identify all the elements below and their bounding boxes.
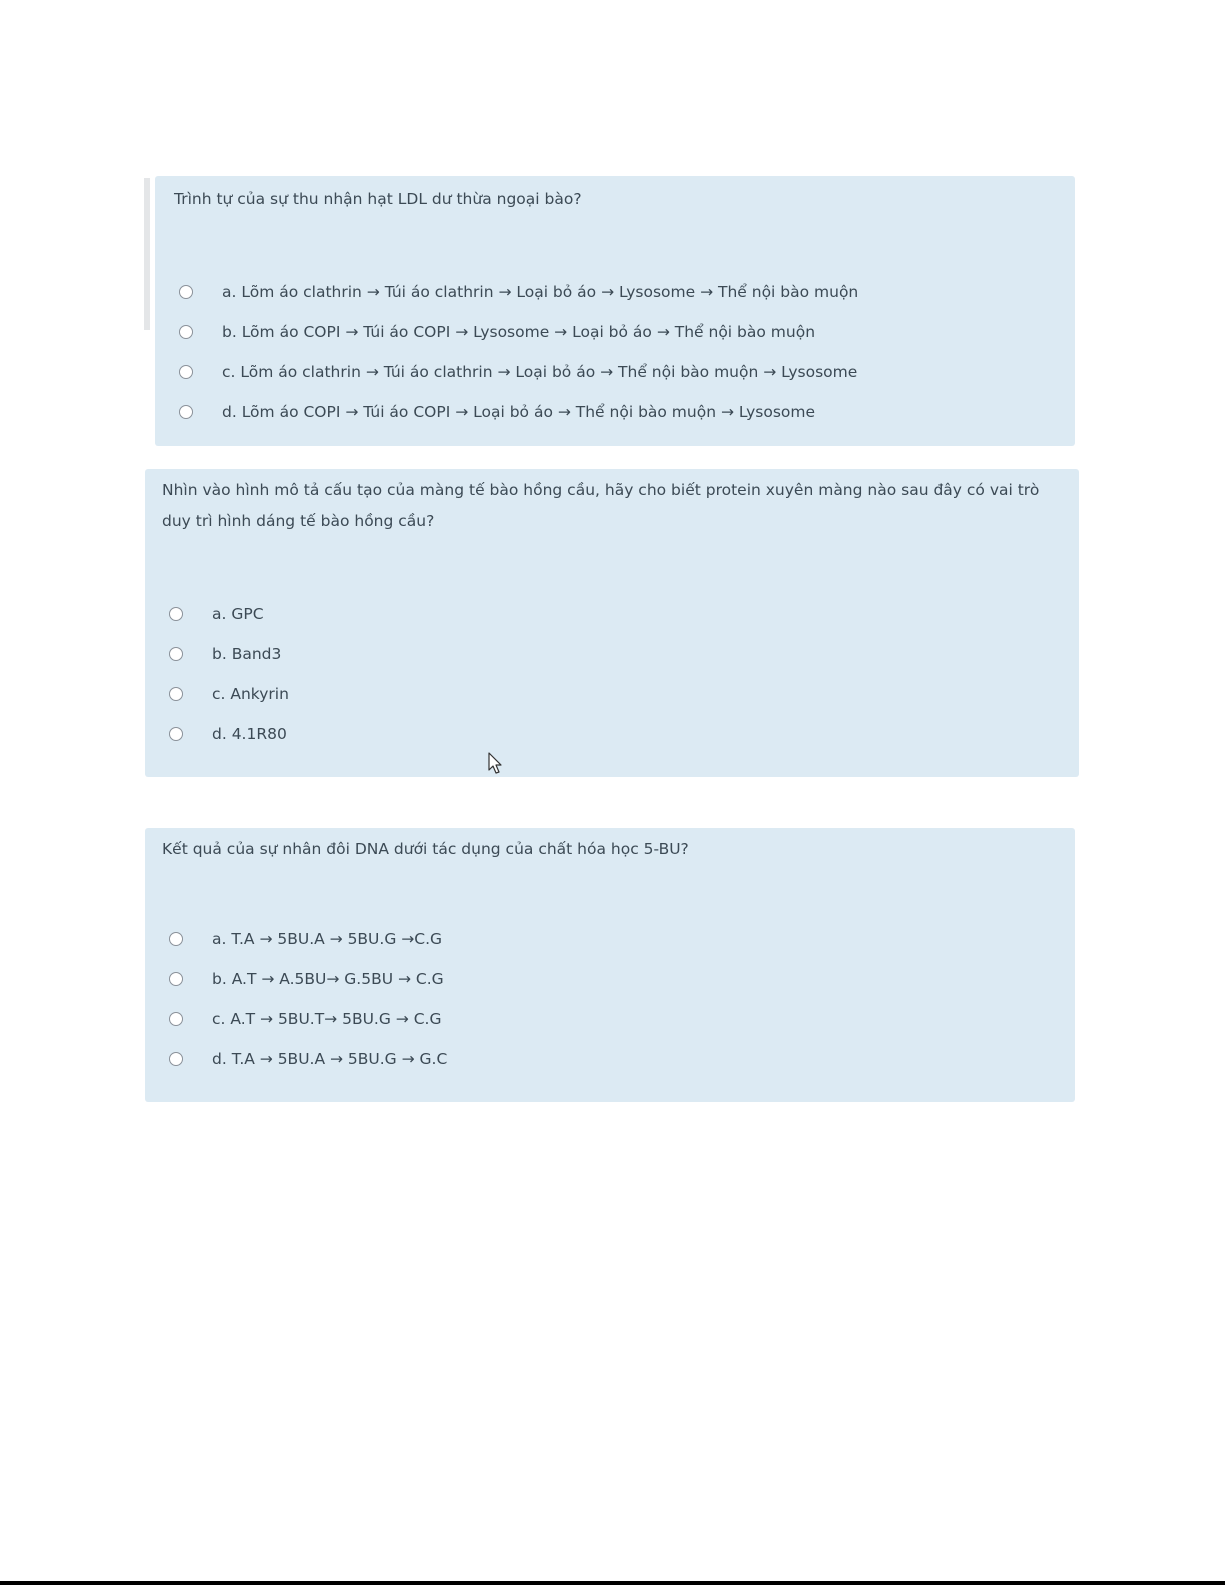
answer-option-b[interactable]: [145, 634, 1079, 674]
question-card-3: [145, 828, 1075, 1102]
radio-circle-icon[interactable]: [179, 285, 193, 299]
answer-label: a. T.A → 5BU.A → 5BU.G →C.G: [212, 930, 443, 948]
radio-circle-icon[interactable]: [179, 405, 193, 419]
question-text: Nhìn vào hình mô tả cấu tạo của màng tế bào hồng cầu, hãy cho biết protein xuyên màng nào sau đây có vai trò duy trì hình dáng tế bào hồng cầu?: [162, 481, 1040, 530]
answer-option-c[interactable]: [145, 999, 1075, 1039]
radio-circle-icon[interactable]: [169, 972, 183, 986]
answer-option-c[interactable]: [145, 674, 1079, 714]
mouse-pointer-icon: [488, 752, 504, 776]
answer-option-a[interactable]: [145, 919, 1075, 959]
answer-label: d. T.A → 5BU.A → 5BU.G → G.C: [212, 1050, 448, 1068]
answer-option-a[interactable]: [145, 594, 1079, 634]
radio-circle-icon[interactable]: [169, 607, 183, 621]
answer-options: [145, 919, 1075, 1079]
answer-label: b. Band3: [212, 645, 282, 663]
radio-circle-icon[interactable]: [169, 727, 183, 741]
answer-options: [155, 272, 1075, 432]
radio-circle-icon[interactable]: [169, 647, 183, 661]
left-edge-bar: [144, 178, 150, 330]
answer-label: b. Lõm áo COPI → Túi áo COPI → Lysosome → Loại bỏ áo → Thể nội bào muộn: [222, 323, 816, 341]
radio-circle-icon[interactable]: [179, 325, 193, 339]
answer-label: c. Lõm áo clathrin → Túi áo clathrin → Loại bỏ áo → Thể nội bào muộn → Lysosome: [222, 363, 858, 381]
answer-options: [145, 594, 1079, 754]
question-card-2: [145, 469, 1079, 777]
radio-circle-icon[interactable]: [169, 1052, 183, 1066]
answer-label: a. GPC: [212, 605, 264, 623]
bottom-divider: [0, 1581, 1225, 1585]
answer-option-c[interactable]: [155, 352, 1075, 392]
radio-circle-icon[interactable]: [169, 1012, 183, 1026]
question-text: Trình tự của sự thu nhận hạt LDL dư thừa ngoại bào?: [174, 190, 582, 208]
answer-label: b. A.T → A.5BU→ G.5BU → C.G: [212, 970, 444, 988]
answer-option-d[interactable]: [145, 1039, 1075, 1079]
answer-label: a. Lõm áo clathrin → Túi áo clathrin → Loại bỏ áo → Lysosome → Thể nội bào muộn: [222, 283, 859, 301]
answer-option-d[interactable]: [145, 714, 1079, 754]
radio-circle-icon[interactable]: [169, 932, 183, 946]
answer-label: c. A.T → 5BU.T→ 5BU.G → C.G: [212, 1010, 442, 1028]
radio-circle-icon[interactable]: [169, 687, 183, 701]
question-text: Kết quả của sự nhân đôi DNA dưới tác dụng của chất hóa học 5-BU?: [162, 840, 689, 858]
answer-option-b[interactable]: [155, 312, 1075, 352]
radio-circle-icon[interactable]: [179, 365, 193, 379]
answer-option-a[interactable]: [155, 272, 1075, 312]
answer-label: d. Lõm áo COPI → Túi áo COPI → Loại bỏ áo → Thể nội bào muộn → Lysosome: [222, 403, 816, 421]
answer-label: c. Ankyrin: [212, 685, 289, 703]
answer-option-d[interactable]: [155, 392, 1075, 432]
question-card-1: [155, 176, 1075, 446]
answer-label: d. 4.1R80: [212, 725, 287, 743]
answer-option-b[interactable]: [145, 959, 1075, 999]
